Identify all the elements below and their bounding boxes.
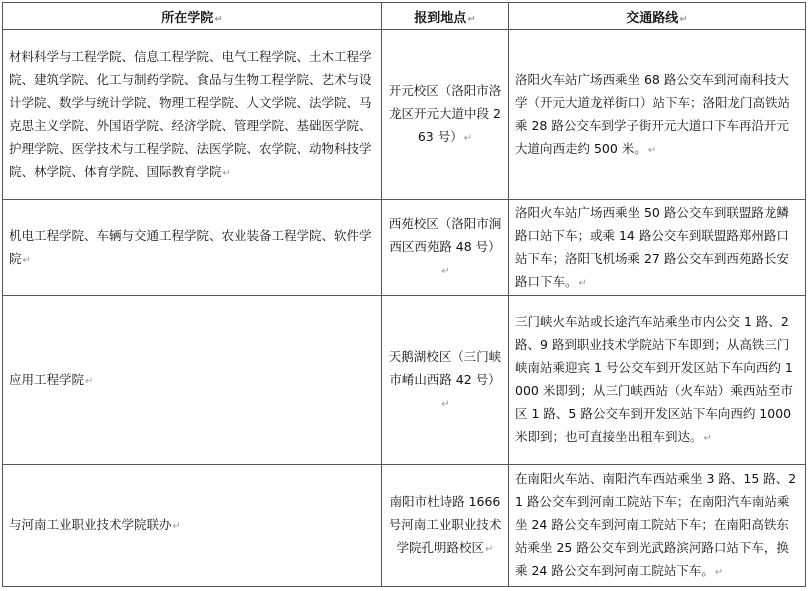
header-college: 所在学院↵	[3, 3, 382, 30]
location-cell: 天鹅湖校区（三门峡市崤山西路 42 号）↵	[382, 296, 509, 465]
route-cell: 在南阳火车站、南阳汽车西站乘坐 3 路、15 路、21 路公交车到河南工院站下车；在南阳汽车南站乘坐 24 路公交车到河南工院站下车；在南阳高铁东站乘坐 25 路公交车到光武路滨河路口站下车，换乘 24 路公交车到河南工院站下车。↵	[509, 465, 806, 587]
header-route: 交通路线↵	[509, 3, 806, 30]
enrollment-location-table	[2, 2, 806, 587]
table-header-row	[3, 3, 806, 30]
college-cell: 应用工程学院↵	[3, 296, 382, 465]
college-cell: 材料科学与工程学院、信息工程学院、电气工程学院、土木工程学院、建筑学院、化工与制药学院、食品与生物工程学院、艺术与设计学院、数学与统计学院、物理工程学院、人文学院、法学院、马克思主义学院、外国语学院、经济学院、管理学院、基础医学院、护理学院、医学技术与工程学院、法医学院、农学院、动物科技学院、林学院、体育学院、国际教育学院↵	[3, 30, 382, 200]
location-cell: 西苑校区（洛阳市涧西区西苑路 48 号）↵	[382, 200, 509, 296]
college-cell: 与河南工业职业技术学院联办↵	[3, 465, 382, 587]
route-cell: 洛阳火车站广场西乘坐 68 路公交车到河南科技大学（开元大道龙祥街口）站下车；洛阳龙门高铁站乘 28 路公交车到学子街开元大道口下车再沿开元大道向西走约 500 米。↵	[509, 30, 806, 200]
table-row	[3, 30, 806, 200]
route-cell: 洛阳火车站广场西乘坐 50 路公交车到联盟路龙鳞路口站下车；或乘 14 路公交车到联盟路郑州路口站下车；洛阳飞机场乘 27 路公交车到西苑路长安路口下车。↵	[509, 200, 806, 296]
header-location: 报到地点↵	[382, 3, 509, 30]
table-row	[3, 296, 806, 465]
location-cell: 南阳市杜诗路 1666 号河南工业职业技术学院孔明路校区↵	[382, 465, 509, 587]
college-cell: 机电工程学院、车辆与交通工程学院、农业装备工程学院、软件学院↵	[3, 200, 382, 296]
table-row	[3, 200, 806, 296]
table-row	[3, 465, 806, 587]
route-cell: 三门峡火车站或长途汽车站乘坐市内公交 1 路、2 路、9 路到职业技术学院站下车即到；从高铁三门峡南站乘迎宾 1 号公交车到开发区站下车向西约 1000 米即到；从三门峡西站（火车站）乘西站至市区 1 路、5 路公交车到开发区站下车向西约 1000 米即到；也可直接坐出租车到达。↵	[509, 296, 806, 465]
location-cell: 开元校区（洛阳市洛龙区开元大道中段 263 号）↵	[382, 30, 509, 200]
